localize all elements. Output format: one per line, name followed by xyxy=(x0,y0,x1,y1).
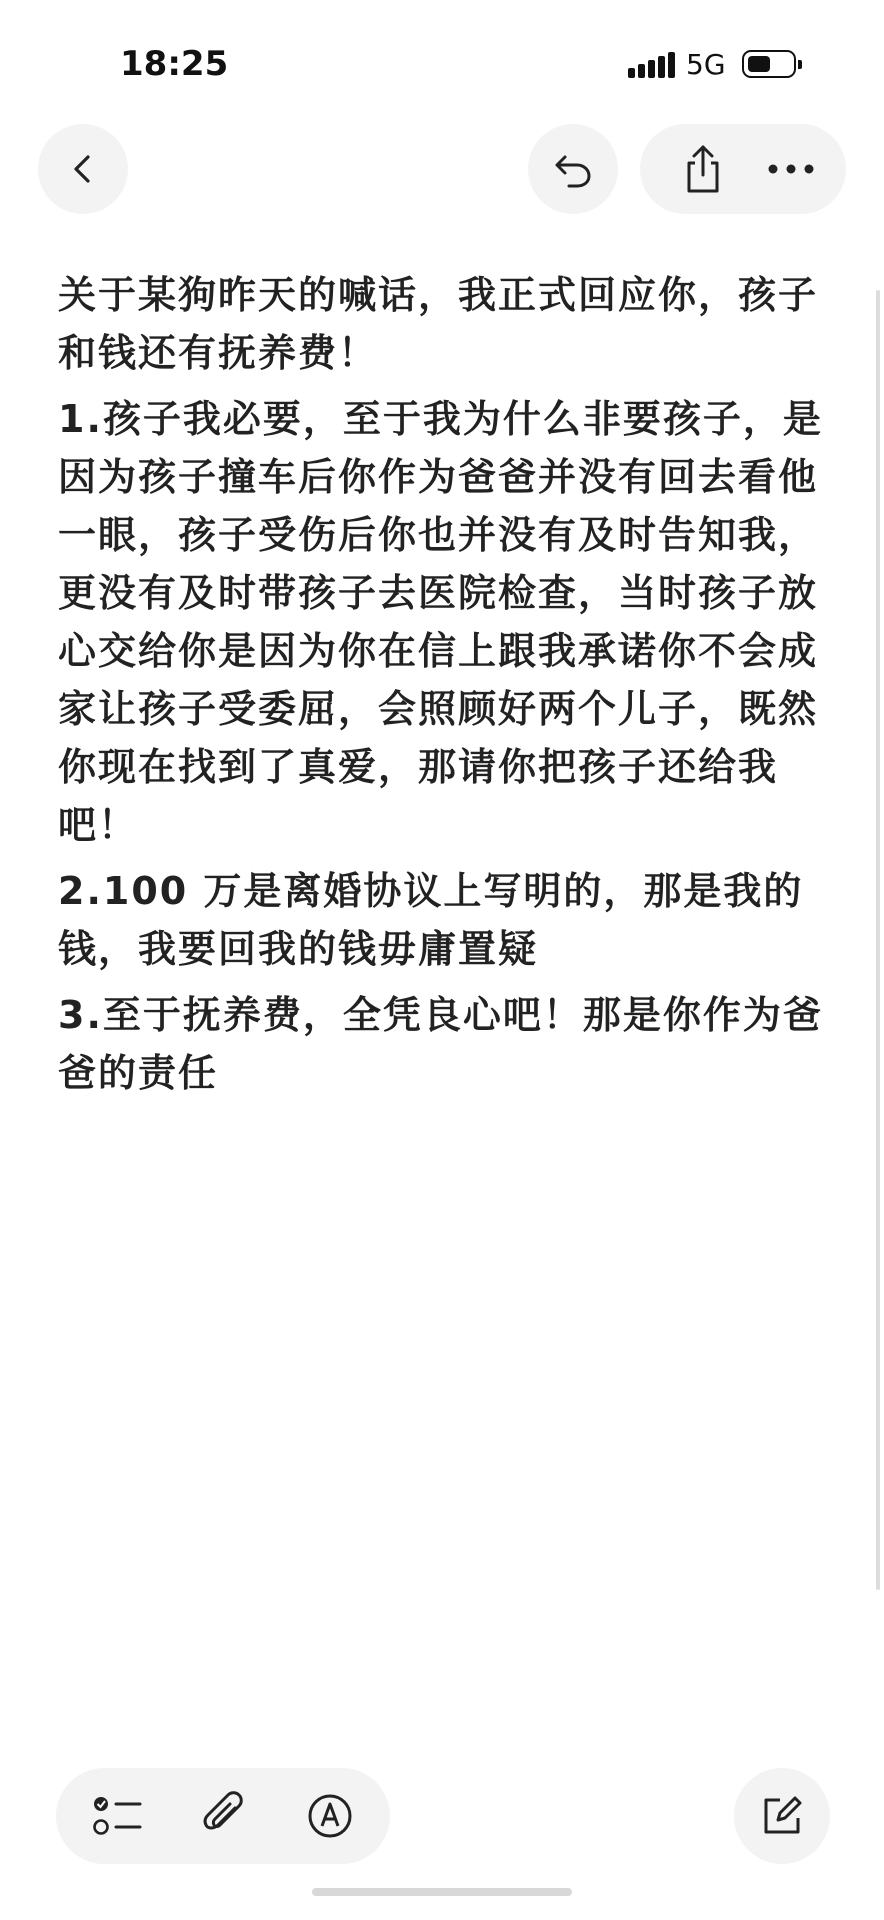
note-paragraph: 1.孩子我必要，至于我为什么非要孩子，是因为孩子撞车后你作为爸爸并没有回去看他一眼，孩子受伤后你也并没有及时告知我，更没有及时带孩子去医院检查，当时孩子放心交给你是因为你在信上跟我承诺你不会成家让孩子受委屈，会照顾好两个儿子，既然你现在找到了真爱，那请你把孩子还给我吧！ xyxy=(58,397,823,847)
note-body[interactable] xyxy=(58,266,828,1110)
bottom-toolbar xyxy=(0,1760,884,1870)
pen-markup-icon xyxy=(305,1791,355,1841)
share-button[interactable] xyxy=(668,124,738,214)
note-paragraph: 关于某狗昨天的喊话，我正式回应你，孩子和钱还有抚养费！ xyxy=(58,273,819,375)
status-bar xyxy=(0,0,884,120)
status-time: 18:25 xyxy=(120,44,229,84)
share-icon xyxy=(681,143,725,195)
action-group xyxy=(640,124,846,214)
more-button[interactable] xyxy=(756,124,826,214)
checklist-icon xyxy=(92,1792,144,1840)
more-horizontal-icon xyxy=(767,163,815,175)
top-toolbar xyxy=(0,120,884,220)
paperclip-icon xyxy=(200,1790,248,1842)
tools-group xyxy=(56,1768,390,1864)
battery-icon xyxy=(742,50,796,78)
network-type: 5G xyxy=(686,48,726,81)
chevron-left-icon xyxy=(63,149,103,189)
scrollbar[interactable] xyxy=(876,290,880,1590)
note-paragraph: 2.100 万是离婚协议上写明的，那是我的钱，我要回我的钱毋庸置疑 xyxy=(58,869,804,971)
markup-button[interactable] xyxy=(290,1776,370,1856)
signal-icon xyxy=(628,52,674,78)
undo-button[interactable] xyxy=(528,124,618,214)
undo-icon xyxy=(549,145,597,193)
compose-icon xyxy=(758,1792,806,1840)
home-indicator xyxy=(312,1888,572,1896)
checklist-button[interactable] xyxy=(78,1776,158,1856)
compose-button[interactable] xyxy=(734,1768,830,1864)
note-paragraph: 3.至于抚养费，全凭良心吧！那是你作为爸爸的责任 xyxy=(58,993,823,1095)
attachment-button[interactable] xyxy=(184,1776,264,1856)
back-button[interactable] xyxy=(38,124,128,214)
